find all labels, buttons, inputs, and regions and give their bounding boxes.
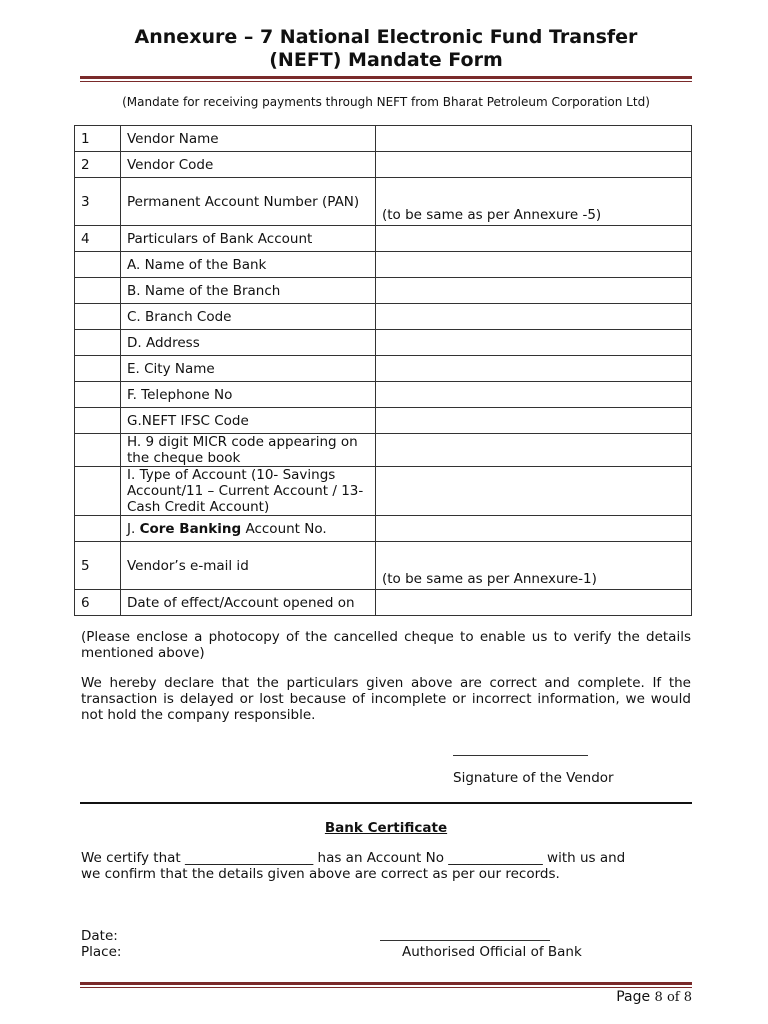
bank-certificate-heading: Bank Certificate [324, 820, 448, 836]
row-label: D. Address [121, 330, 376, 356]
bank-certificate-line1: We certify that ___________________ has an Account No ______________ with us and [81, 850, 626, 866]
table-row [75, 304, 692, 330]
form-title-line2: (NEFT) Mandate Form [269, 49, 503, 71]
row-number [75, 467, 121, 516]
table-row [75, 178, 692, 226]
telephone-field[interactable] [376, 382, 692, 408]
row-number [75, 516, 121, 542]
row-number: 1 [75, 126, 121, 152]
page-current: 8 [654, 990, 663, 1005]
table-row [75, 226, 692, 252]
row-label-bold: Core Banking [139, 520, 242, 537]
table-row [75, 542, 692, 590]
row-label: F. Telephone No [121, 382, 376, 408]
row-label: Particulars of Bank Account [121, 226, 376, 252]
footer-rule-thick [80, 982, 692, 985]
row-number [75, 278, 121, 304]
bank-official-signature-line[interactable] [380, 940, 550, 941]
table-row [75, 516, 692, 542]
row-label-post: Account No. [241, 520, 327, 537]
row-number: 2 [75, 152, 121, 178]
branch-code-field[interactable] [376, 304, 692, 330]
page-prefix: Page [616, 989, 655, 1005]
bank-certificate-line2: we confirm that the details given above are correct as per our records. [81, 866, 560, 882]
declaration-text: We hereby declare that the particulars given above are correct and complete. If the transaction is delayed or lost because of incomplete or incorrect information, we would not hold the company responsible. [81, 675, 691, 723]
bank-particulars-field[interactable] [376, 226, 692, 252]
header-rule-thin [80, 81, 692, 82]
table-row [75, 467, 692, 516]
date-label: Date: [81, 928, 118, 944]
date-of-effect-field[interactable] [376, 590, 692, 616]
row-label: E. City Name [121, 356, 376, 382]
address-field[interactable] [376, 330, 692, 356]
row-label-pre: J. [127, 520, 140, 537]
place-label: Place: [81, 944, 122, 960]
row-label: G.NEFT IFSC Code [121, 408, 376, 434]
vendor-signature-line[interactable] [453, 755, 588, 756]
table-row [75, 252, 692, 278]
vendor-name-field[interactable] [376, 126, 692, 152]
row-label: H. 9 digit MICR code appearing on the cheque book [121, 434, 376, 467]
table-row [75, 356, 692, 382]
table-row [75, 126, 692, 152]
row-label: Date of effect/Account opened on [121, 590, 376, 616]
vendor-signature-label: Signature of the Vendor [453, 770, 614, 786]
bank-certificate-text [81, 850, 691, 882]
city-name-field[interactable] [376, 356, 692, 382]
row-number: 4 [75, 226, 121, 252]
micr-code-field[interactable] [376, 434, 692, 467]
row-label: B. Name of the Branch [121, 278, 376, 304]
table-row [75, 434, 692, 467]
row-label: I. Type of Account (10- Savings Account/11 – Current Account / 13- Cash Credit Account) [121, 467, 376, 516]
row-number [75, 330, 121, 356]
row-number [75, 304, 121, 330]
mandate-table [74, 125, 692, 616]
row-number [75, 434, 121, 467]
cheque-note: (Please enclose a photocopy of the cancelled cheque to enable us to verify the details mentioned above) [81, 629, 691, 661]
page-of: of [662, 990, 684, 1005]
header-rule-thick [80, 76, 692, 79]
row-number: 6 [75, 590, 121, 616]
pan-field[interactable]: (to be same as per Annexure -5) [376, 178, 692, 226]
core-banking-account-field[interactable] [376, 516, 692, 542]
form-title-line1: Annexure – 7 National Electronic Fund Transfer [134, 26, 638, 48]
row-label: A. Name of the Bank [121, 252, 376, 278]
table-row [75, 330, 692, 356]
email-field[interactable]: (to be same as per Annexure-1) [376, 542, 692, 590]
footer-rule-thin [80, 987, 692, 988]
row-number [75, 382, 121, 408]
page-number [616, 989, 692, 1005]
ifsc-code-field[interactable] [376, 408, 692, 434]
branch-name-field[interactable] [376, 278, 692, 304]
row-number [75, 252, 121, 278]
row-label: Permanent Account Number (PAN) [121, 178, 376, 226]
page-total: 8 [683, 990, 692, 1005]
row-label: Vendor Code [121, 152, 376, 178]
table-row [75, 408, 692, 434]
row-number: 5 [75, 542, 121, 590]
bank-name-field[interactable] [376, 252, 692, 278]
row-number [75, 356, 121, 382]
form-subtitle: (Mandate for receiving payments through NEFT from Bharat Petroleum Corporation Ltd) [122, 95, 650, 109]
row-label: Vendor’s e-mail id [121, 542, 376, 590]
table-row [75, 278, 692, 304]
bank-official-label: Authorised Official of Bank [402, 944, 582, 960]
row-number [75, 408, 121, 434]
table-row [75, 590, 692, 616]
row-label: Vendor Name [121, 126, 376, 152]
row-label: C. Branch Code [121, 304, 376, 330]
account-type-field[interactable] [376, 467, 692, 516]
table-row [75, 152, 692, 178]
section-divider [80, 802, 692, 804]
form-title [80, 26, 692, 72]
vendor-code-field[interactable] [376, 152, 692, 178]
table-row [75, 382, 692, 408]
row-number: 3 [75, 178, 121, 226]
row-label [121, 516, 376, 542]
